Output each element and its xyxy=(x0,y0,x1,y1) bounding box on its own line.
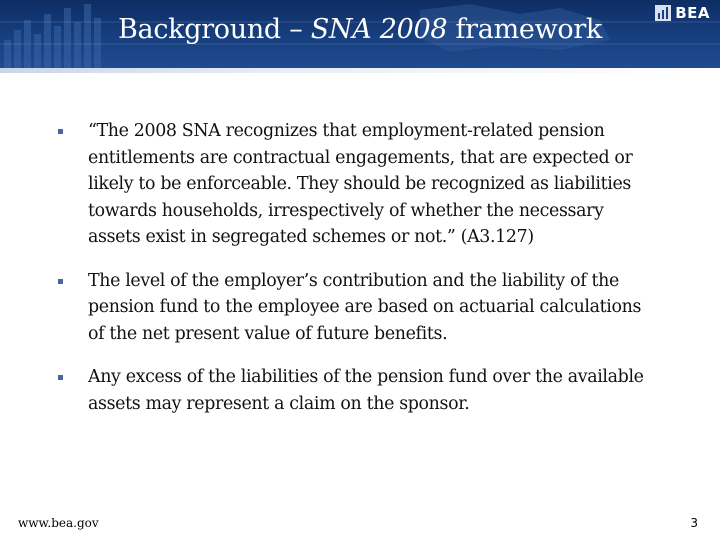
footer-url[interactable]: www.bea.gov xyxy=(18,516,99,530)
bea-logo xyxy=(655,4,710,22)
bullet-item xyxy=(58,364,658,417)
bullet-marker-icon xyxy=(58,279,63,284)
bullet-text: Any excess of the liabilities of the pension fund over the available assets may represent a claim on the sponsor. xyxy=(88,367,644,414)
bullet-text: “The 2008 SNA recognizes that employment-related pension entitlements are contractual engagements, that are expected or likely to be enforceable. They should be recognized as liabilities towards households, irrespectively of whether the necessary assets exist in segregated schemes or not.” (A3.127) xyxy=(88,121,633,247)
bea-seal-icon xyxy=(655,5,671,21)
title-italic: SNA 2008 xyxy=(310,14,448,45)
title-prefix: Background – xyxy=(117,14,311,45)
slide-header xyxy=(0,0,720,68)
slide-title xyxy=(0,14,720,45)
page-number: 3 xyxy=(690,516,698,530)
bullet-text: The level of the employer’s contribution and the liability of the pension fund to the employee are based on actuarial calculations of the net present value of future benefits. xyxy=(88,270,642,344)
title-suffix: framework xyxy=(447,14,602,45)
bullet-list xyxy=(58,118,658,434)
bullet-marker-icon xyxy=(58,375,63,380)
bullet-marker-icon xyxy=(58,129,63,134)
bullet-item xyxy=(58,268,658,348)
bullet-item xyxy=(58,118,658,251)
header-stripe xyxy=(0,68,720,73)
logo-text: BEA xyxy=(675,4,710,22)
